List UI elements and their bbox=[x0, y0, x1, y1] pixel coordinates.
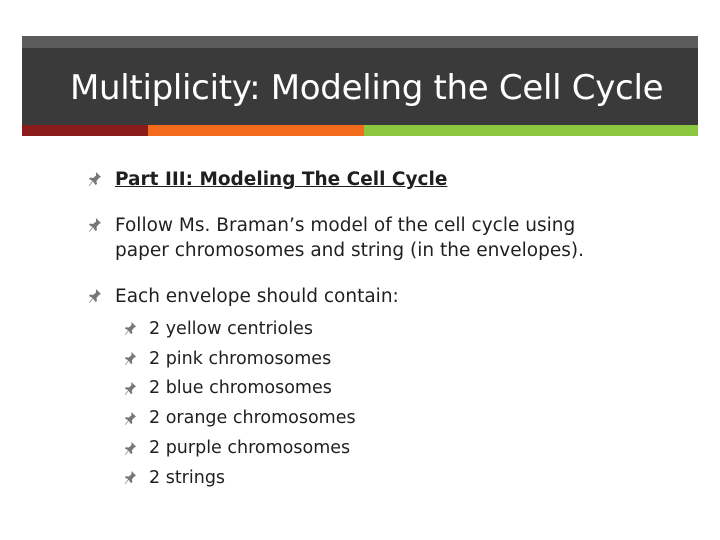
list-item-text: 2 yellow centrioles bbox=[149, 318, 313, 339]
list-item-text: 2 strings bbox=[149, 467, 226, 488]
accent-bar bbox=[22, 125, 698, 136]
pushpin-icon bbox=[124, 441, 137, 456]
accent-segment-orange bbox=[148, 125, 364, 136]
bullet-text-line-1: Follow Ms. Braman’s model of the cell cycle using bbox=[115, 215, 576, 236]
list-item-text: 2 purple chromosomes bbox=[149, 438, 351, 459]
pushpin-icon bbox=[88, 217, 102, 233]
title-band bbox=[22, 36, 698, 136]
accent-segment-red bbox=[22, 125, 148, 136]
list-item bbox=[124, 433, 356, 463]
pushpin-icon bbox=[124, 381, 137, 396]
slide-title: Multiplicity: Modeling the Cell Cycle bbox=[70, 68, 664, 108]
envelope-contents-list bbox=[124, 314, 356, 493]
list-item bbox=[124, 403, 356, 433]
pushpin-icon bbox=[124, 470, 137, 485]
bullet-text-block bbox=[115, 213, 584, 263]
title-top-strip bbox=[22, 36, 698, 48]
bullet-text-line-2: paper chromosomes and string (in the envelopes). bbox=[115, 240, 584, 261]
pushpin-icon bbox=[88, 171, 102, 187]
list-item bbox=[124, 344, 356, 374]
list-item-text: 2 blue chromosomes bbox=[149, 378, 332, 399]
list-item-text: 2 orange chromosomes bbox=[149, 408, 356, 429]
bullet-item-part-iii bbox=[88, 167, 447, 192]
pushpin-icon bbox=[88, 288, 102, 304]
bullet-item-follow-model bbox=[88, 213, 584, 263]
bullet-text: Each envelope should contain: bbox=[115, 286, 399, 307]
bullet-text: Part III: Modeling The Cell Cycle bbox=[115, 169, 448, 190]
bullet-item-envelope bbox=[88, 284, 399, 309]
list-item bbox=[124, 463, 356, 493]
list-item bbox=[124, 314, 356, 344]
pushpin-icon bbox=[124, 411, 137, 426]
list-item-text: 2 pink chromosomes bbox=[149, 348, 332, 369]
pushpin-icon bbox=[124, 321, 137, 336]
list-item bbox=[124, 374, 356, 404]
pushpin-icon bbox=[124, 351, 137, 366]
accent-segment-green bbox=[364, 125, 698, 136]
